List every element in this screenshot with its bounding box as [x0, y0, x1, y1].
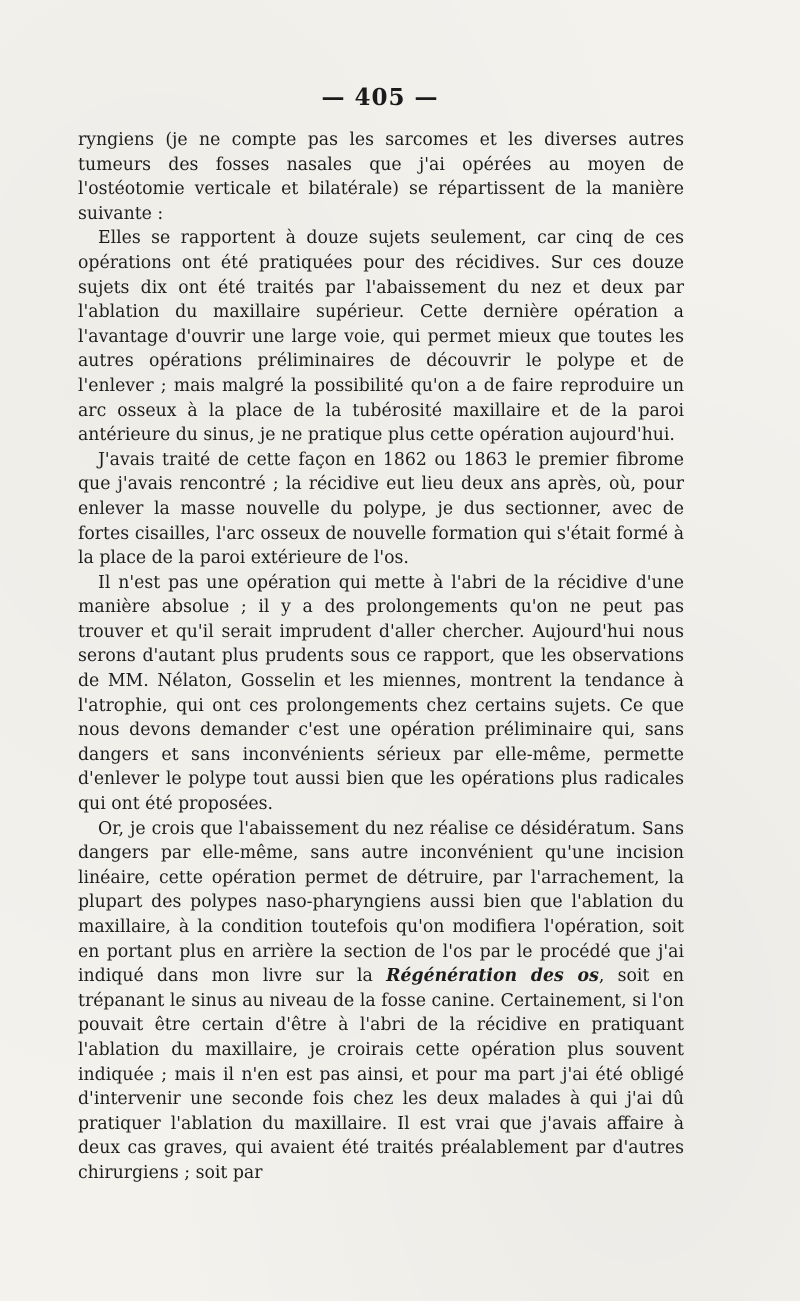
paragraph-5-part-1: Or, je crois que l'abaissement du nez réalise ce désidératum. Sans dangers par elle-même, sans autre inconvénient qu'une incision linéaire, cette opération permet de détruire, par l'arrachement, la plupart des polypes naso-pharyngiens aussi bien que l'ablation du maxillaire, à la condition toutefois qu'on modifiera l'opération, soit en portant plus en arrière la section de l'os par le procédé que j'ai indiqué dans mon livre sur la	[78, 818, 684, 987]
page-number: — 405 —	[321, 84, 439, 111]
paragraph-5	[78, 817, 684, 1186]
body-text	[78, 128, 684, 1186]
book-title-italic: Régénération des os	[386, 966, 599, 987]
paragraph-4: Il n'est pas une opération qui mette à l'abri de la récidive d'une manière absolue ; il y a des prolongements qu'on ne peut pas trouver et qu'il serait imprudent d'aller chercher. Aujourd'hui nous serons d'autant plus prudents sous ce rapport, que les observations de MM. Nélaton, Gosselin et les miennes, montrent la tendance à l'atrophie, qui ont ces prolongements chez certains sujets. Ce que nous devons demander c'est une opération préliminaire qui, sans dangers et sans inconvénients sérieux par elle-même, permette d'enlever le polype tout aussi bien que les opérations plus radicales qui ont été proposées.	[78, 572, 684, 815]
paragraph-2: Elles se rapportent à douze sujets seulement, car cinq de ces opérations ont été pratiquées pour des récidives. Sur ces douze sujets dix ont été traités par l'abaissement du nez et deux par l'ablation du maxillaire supérieur. Cette dernière opération a l'avantage d'ouvrir une large voie, qui permet mieux que toutes les autres opérations préliminaires de découvrir le polype et de l'enlever ; mais malgré la possibilité qu'on a de faire reproduire un arc osseux à la place de la tubérosité maxillaire et de la paroi antérieure du sinus, je ne pratique plus cette opération aujourd'hui.	[78, 228, 684, 446]
paragraph-1: ryngiens (je ne compte pas les sarcomes et les diverses autres tumeurs des fosses nasales que j'ai opérées au moyen de l'ostéotomie verticale et bilatérale) se répartissent de la manière suivante :	[78, 130, 684, 224]
paragraph-5-part-2: , soit en trépanant le sinus au niveau de la fosse canine. Certainement, si l'on pouvait être certain d'être à l'abri de la récidive en pratiquant l'ablation du maxillaire, je croirais cette opération plus souvent indiquée ; mais il n'en est pas ainsi, et pour ma part j'ai été obligé d'intervenir une seconde fois chez les deux malades à qui j'ai dû pratiquer l'ablation du maxillaire. Il est vrai que j'avais affaire à deux cas graves, qui avaient été traités préalablement par d'autres chirurgiens ; soit par	[78, 966, 685, 1183]
paragraph-3: J'avais traité de cette façon en 1862 ou 1863 le premier fibrome que j'avais rencontré ; la récidive eut lieu deux ans après, où, pour enlever la masse nouvelle du polype, je dus sectionner, avec de fortes cisailles, l'arc osseux de nouvelle formation qui s'était formé à la place de la paroi extérieure de l'os.	[78, 449, 684, 569]
